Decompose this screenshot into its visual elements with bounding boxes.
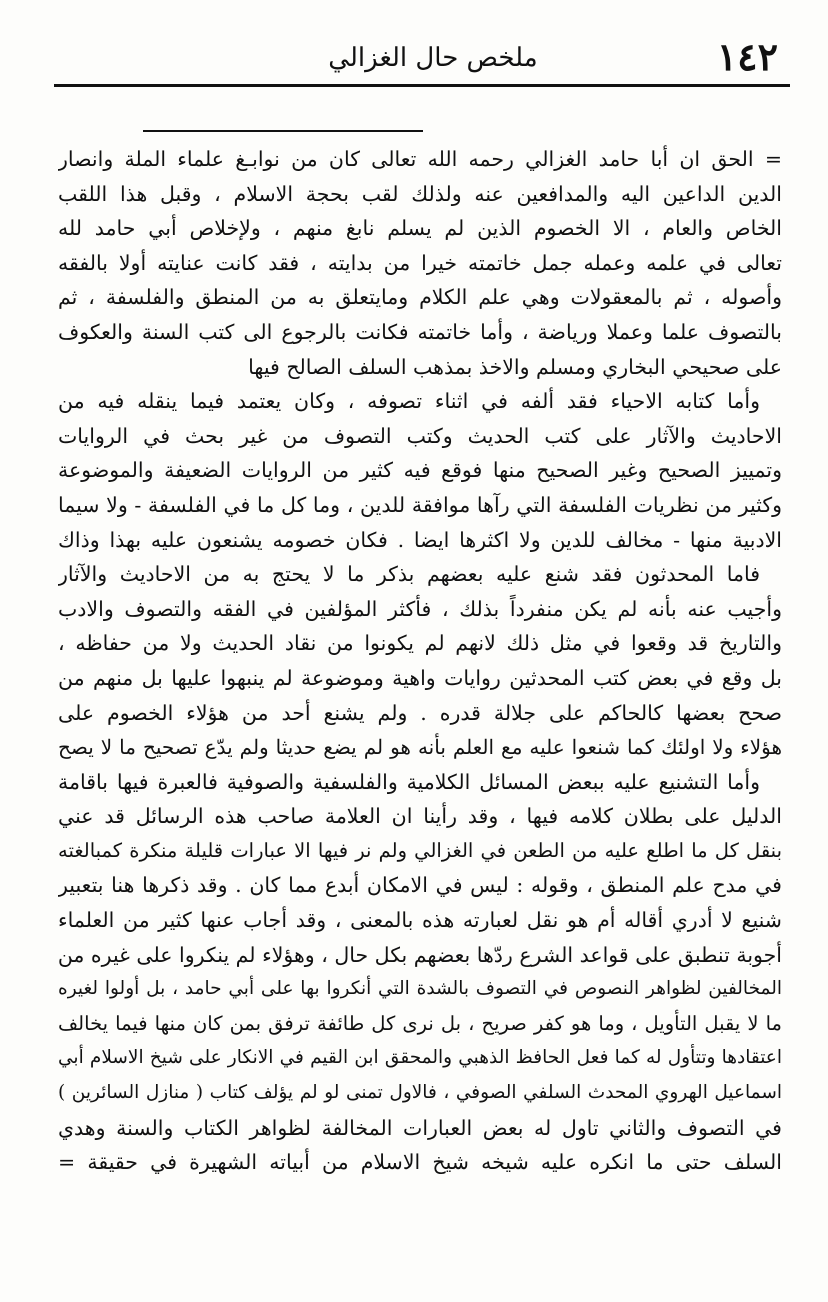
footnote-line: = الحق ان أبا حامد الغزالي رحمه الله تعالى كان من نوابـغ علماء الملة وانصار <box>58 147 782 171</box>
footnote-line: الخاص والعام ، الا الخصوم الذين لم يسلم نابغ منهم ، ولإخلاص أبي حامد لله <box>58 216 782 241</box>
header-rule <box>54 84 790 87</box>
page-number: ١٤٢ <box>716 34 778 79</box>
footnote-line: تعالى في علمه وعمله جمل خاتمته خيرا من بدايته ، فقد كانت عنايته أولا بالفقه <box>58 250 782 275</box>
footnote-line: الاحاديث والآثار على كتب الحديث وكتب التصوف من غير بحث في الروايات <box>58 423 782 448</box>
footnote-line: فاما المحدثون فقد شنع عليه بعضهم بذكر ما لا يحتج به من الاحاديث والآثار <box>58 562 760 587</box>
footnote-line: الادبية منها - مخالف للدين ولا اكثرها ايضا . فكان خصومه يشنعون عليه بهذا وذاك <box>58 527 782 552</box>
footnote-line: وأصوله ، ثم بالمعقولات وهي علم الكلام ومايتعلق به من المنطق والفلسفة ، ثم <box>58 285 782 310</box>
running-title: ملخص حال الغزالي <box>328 43 538 73</box>
footnote-line: وكثير من نظريات الفلسفة التي رآها موافقة للدين ، وما كل ما في الفلسفة - ولا سيما <box>58 492 782 517</box>
footnote-line: الدين الداعين اليه والمدافعين عنه ولذلك لقب بحجة الاسلام ، وقبل هذا اللقب <box>58 181 782 206</box>
footnote-line: والتاريخ قد وقعوا في مثل ذلك لانهم لم يكونوا من نقاد الحديث ولا من حفاظه ، <box>58 631 782 656</box>
footnote-line: ما لا يقبل التأويل ، وما هو كفر صريح ، بل نرى كل طائفة ترفق بمن كان منها فيما يخالف <box>58 1011 782 1035</box>
footnote-line: وأما كتابه الاحياء فقد ألفه في اثناء تصوفه ، وكان يعتمد فيما ينقله فيه من <box>58 389 760 414</box>
footnote-line: السلف حتى ما انكره عليه شيخه شيخ الاسلام من أبياته الشهيرة في حقيقة = <box>58 1150 782 1175</box>
footnote-line: في مدح علم المنطق ، وقوله : ليس في الامكان أبدع مما كان . وقد ذكرها هنا بتعبير <box>58 873 782 898</box>
footnote-line: صحح بعضها كالحاكم على جلالة قدره . ولم يشنع أحد من هؤلاء الخصوم على <box>58 700 782 725</box>
footnote-line: أجوبة تنطبق على قواعد الشرع ردّها بعضهم بكل حال ، وهؤلاء لم ينكروا على غيره من <box>58 942 782 967</box>
footnote-line: الدليل على بطلان كلامه فيها ، وقد رأينا ان العلامة صاحب هذه الرسائل قد عني <box>58 804 782 829</box>
footnote-line: بنقل كل ما اطلع عليه من الطعن في الغزالي ولم نر فيها الا عبارات قليلة منكرة كمبالغته <box>58 838 782 862</box>
footnote-line: شنيع لا أدري أقاله أم هو نقل لعبارته هذه بالمعنى ، وقد أجاب عنها كثير من العلماء <box>58 908 782 933</box>
footnote-line: المخالفين لظواهر النصوص في التصوف بالشدة التي أنكروا بها على أبي حامد ، بل أولوا لغيره <box>58 978 782 1000</box>
footnote-line: اسماعيل الهروي المحدث السلفي الصوفي ، فالاول تمنى لو لم يؤلف كتاب ( منازل السائرين ) <box>58 1082 782 1104</box>
footnote-line: وأجيب عنه بأنه لم يكن منفرداً بذلك ، فأكثر المؤلفين في الفقه والتصوف والادب <box>58 596 782 621</box>
footnote-separator <box>143 130 423 132</box>
footnote-line: اعتقادها وتتأول له كما فعل الحافظ الذهبي والمحقق ابن القيم في الانكار على شيخ الاسلام أبي <box>58 1047 782 1069</box>
footnote-body <box>58 142 782 1180</box>
footnote-line: وتمييز الصحيح وغير الصحيح منها فوقع فيه كثير من الروايات الضعيفة والموضوعة <box>58 458 782 483</box>
footnote-line: وأما التشنيع عليه ببعض المسائل الكلامية والفلسفية والصوفية فالعبرة فيها باقامة <box>58 769 760 794</box>
page-header <box>78 34 788 80</box>
footnote-line: بل وقع في بعض كتب المحدثين روايات واهية وموضوعة لم ينبهوا عليها بل منهم من <box>58 665 782 690</box>
footnote-line: في التصوف والثاني تاول له بعض العبارات المخالفة لظواهر الكتاب والسنة وهدي <box>58 1115 782 1140</box>
footnote-line: على صحيحي البخاري ومسلم والاخذ بمذهب السلف الصالح فيها <box>248 354 782 379</box>
footnote-line: هؤلاء ولا اولئك كما شنعوا عليه مع العلم بأنه هو لم يضع حديثا ولم يدّع تصحيح ما لا يصح <box>58 735 782 760</box>
footnote-line: بالتصوف علما وعملا ورياضة ، وأما خاتمته فكانت بالرجوع الى كتب السنة والعكوف <box>58 319 782 344</box>
